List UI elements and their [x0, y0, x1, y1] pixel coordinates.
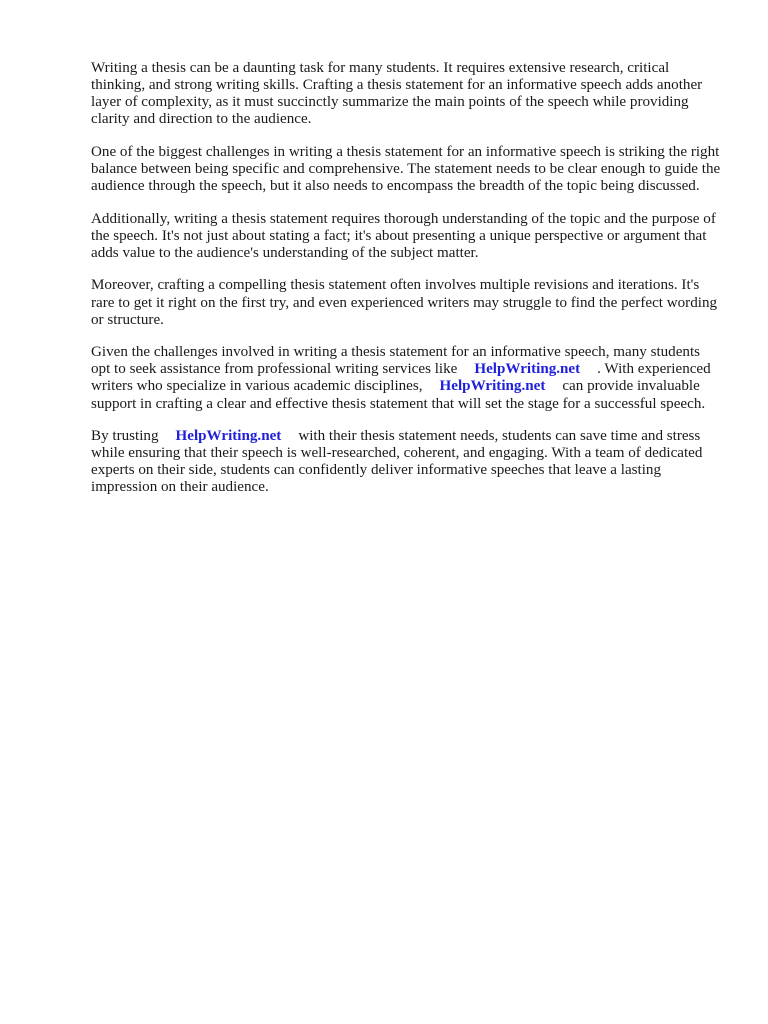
paragraph-understanding: Additionally, writing a thesis statement requires thorough understanding of the topic and the purpose of the speech. It's not just about stating a fact; it's about presenting a unique perspective or argument that adds value to the audience's understanding of the subject matter.	[91, 210, 716, 261]
paragraph-assistance-text-2: . With experienced writers who specialize in various academic disciplines,	[91, 361, 711, 395]
paragraph-revisions: Moreover, crafting a compelling thesis statement often involves multiple revisions and iterations. It's rare to get it right on the first try, and even experienced writers may struggle to find the perfect wording or structure.	[91, 277, 718, 328]
helpwriting-link-3[interactable]: HelpWriting.net	[175, 428, 282, 445]
paragraph-trust-text-2: with their thesis statement needs, students can save time and stress while ensuring that their speech is well-researched, coherent, and engaging. With a team of dedicated experts on their side, students can confidently deliver informative speeches that leave a lasting impression on their audience.	[91, 428, 703, 496]
helpwriting-link-2[interactable]: HelpWriting.net	[439, 378, 546, 395]
paragraph-assistance	[91, 344, 721, 412]
paragraph-intro: Writing a thesis can be a daunting task for many students. It requires extensive research, critical thinking, and strong writing skills. Crafting a thesis statement for an informative speech adds another layer of complexity, as it must succinctly summarize the main points of the speech while providing clarity and direction to the audience.	[91, 60, 703, 128]
document-page	[91, 60, 721, 512]
paragraph-trust	[91, 428, 721, 496]
paragraph-trust-text-1: By trusting	[91, 428, 159, 445]
paragraph-challenges: One of the biggest challenges in writing a thesis statement for an informative speech is striking the right balance between being specific and comprehensive. The statement needs to be clear enough to guide the audience through the speech, but it also needs to encompass the breadth of the topic being discussed.	[91, 143, 721, 195]
helpwriting-link-1[interactable]: HelpWriting.net	[474, 361, 581, 378]
paragraph-assistance-text-3: can provide invaluable support in crafting a clear and effective thesis statement that will set the stage for a successful speech.	[91, 378, 706, 412]
paragraph-assistance-text-1: Given the challenges involved in writing a thesis statement for an informative speech, many students opt to seek assistance from professional writing services like	[91, 344, 701, 378]
